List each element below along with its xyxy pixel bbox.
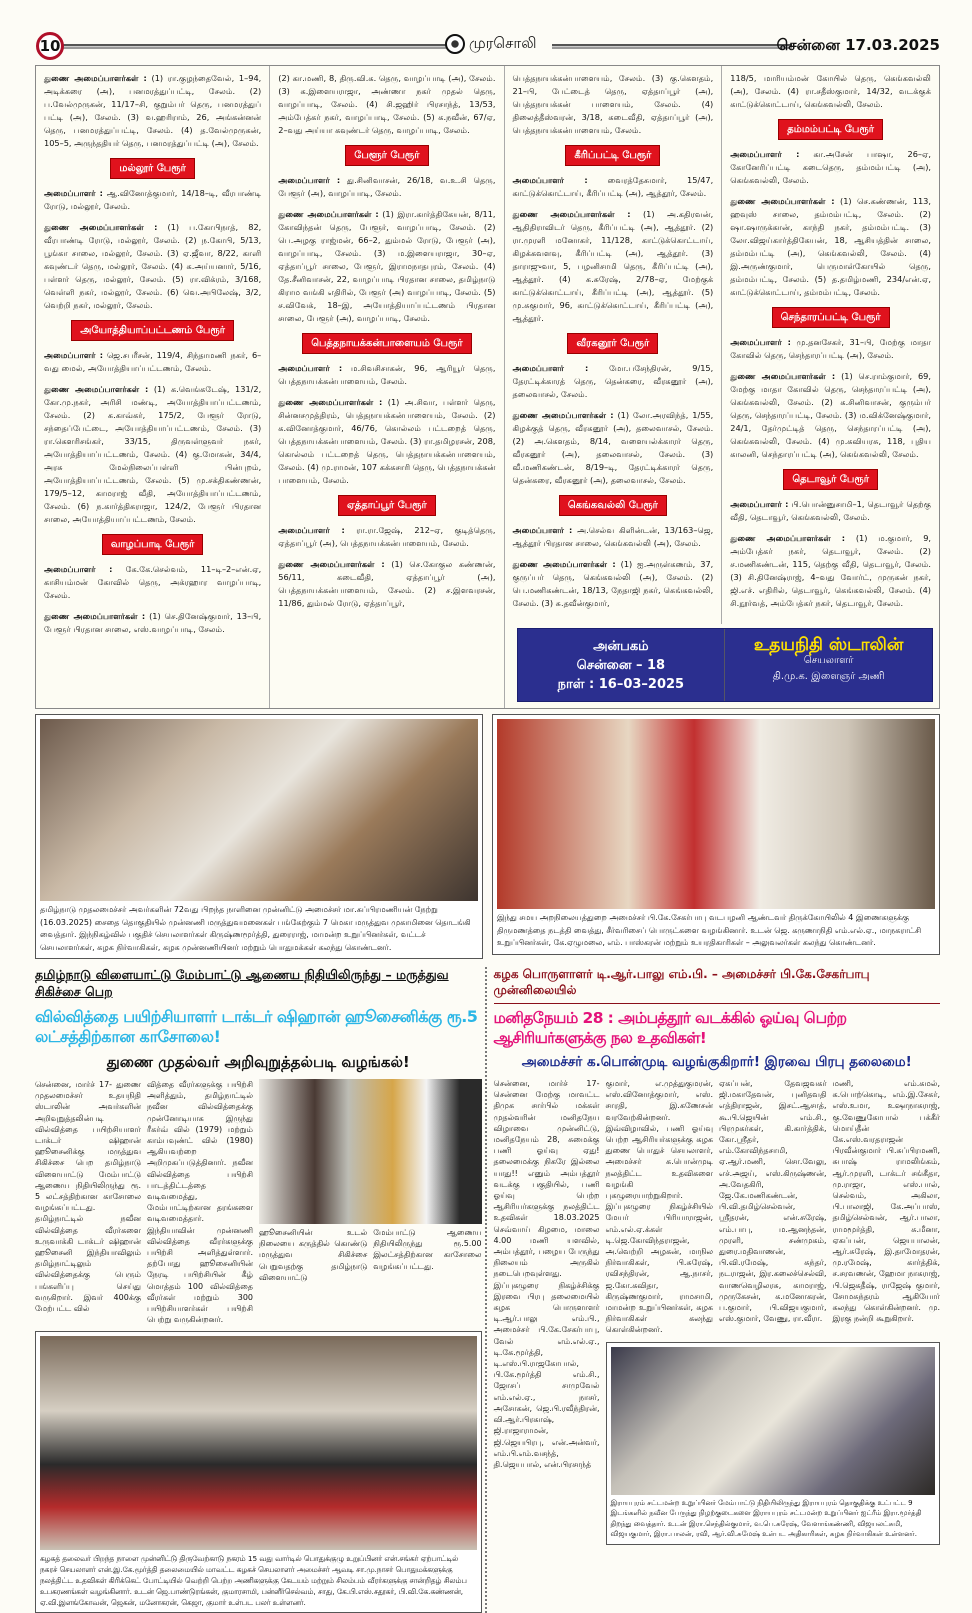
photo-caption: இந்து சமய அறநிலையத்துறை அமைச்சர் பி.கே.சேகர்பாபு வடபழனி ஆண்டவர் திருக்கோயிலில் 4 இணைகளுக்கு திருமணத்தை நடத்தி வைத்து, சீர்வரிசைப் பொருட்களை வழங்கினார். உடன் ஜெ. கருணாநிதி எம்.எல்.ஏ., மாநகராட்சி உறுப்பினர்கள், கே.ஏழுமலை, எம். பாஸ்கரன் மற்றும் உயரதிகாரிகள் – அலுவலர்கள் கலந்து கொண்டனர். xyxy=(497,913,922,947)
entry-label: துணை அமைப்பாளர்கள் : xyxy=(730,371,836,381)
entry xyxy=(278,72,495,137)
column-divider xyxy=(485,967,494,1613)
section-heading: மல்லூர் பேரூர் xyxy=(110,158,194,179)
photo-box-sports xyxy=(35,1331,482,1613)
entry xyxy=(513,409,714,487)
paper-name: முரசொலி xyxy=(469,34,537,52)
entry-text: ம.சிவசிசாகன், 96, ஆரியூர் தெரு, பெத்தநாயக்கன்பாளையம், சேலம். xyxy=(278,363,496,386)
ad-right xyxy=(725,629,932,701)
entry-text: ஆ.வினோத்குமார், 14/18–டி, வீரபாண்டி ரோடு, மல்லூர், சேலம். xyxy=(44,188,262,211)
photo-caption: மேம்பாட்டு ஆணைய நிதியிலிருந்து ரூ.5.00 இலட்சத்திற்கான காசோலை வழங்கப்பட்டது. xyxy=(373,1228,482,1271)
story-text: ஏகப்பன், தேவஜவகர் ஜி.மகாதேவன், புனிதவதி எத்திராஜன், இசட்.ஆசாத், கூ.பி.ஜெயின் எம்.சி., பிரமுகர்கள், கி.கார்த்திக், கோ.ஸ்ரீதர், எம்.கோவிந்தசாமி, ஏ.ஆர்.மணி, சொ.வேலு, எச்.அஜய், எஸ்.கிருஷ்ணன், அ.வேதகிரி, ஜே.கே.மணிகண்டன், பி.வி.தமிழ்செல்வன், ஸ்ரீதரன், என்.சுரேஷ், எம்.பாபு, ம.ஆனந்தன், முரளி, சண்முகம், துரை.மதிவாணன், பி.வி.ரமேஷ், சுந்தர், நடராஜன், இர.கலைச்செல்வி, வாணவெழிலரசு, காமராஜ், முருகேசன், க.மனோகரன், ப.குமார், பி.விஜயகுமார், எஸ்.குமார், வேணு, ரா.வீரா. xyxy=(719,1079,827,1324)
entry-label: அமைப்பாளர் : xyxy=(730,149,800,159)
page-number: 10 xyxy=(36,32,64,60)
entry xyxy=(44,349,261,375)
greeting-ad xyxy=(517,628,934,702)
story-text: மணி, எம்.கமல், க.பொற்கொடி, எம்.இ.சேகர், எஸ்.உமா, உஷாநாகராஜ், கு.வேணுகோபால் பக்கீர் மொய்தீன் கே.எஸ்.வரதராஜன் பிரவீன்குமார் பி.சுப்பிரமணி, சுபாஷ் ராமலிங்கம், ஆர்.முரளி, டாக்டர் சங்கீதா, மு.ராஜா, எஸ்.பால், செல்வம், அகிலா, பி.பாலாஜி, கே.அப்பாஸ், தமிழ்செல்வன், ஆர்.பாலா, ராமமூர்த்தி, சு.மீனா, ஏகப்பன், ஜெயபாலன், ஆர்.சுரேஷ், இ.தாமோதரன், மு.ரமேஷ், கார்த்திக், ச.சரவணன், ஹேமா நாகராஜ், பி.ஜெகதீஷ், ராஜேஷ் குமார், சோமசுந்தரம் ஆகியோர் கலந்து கொள்கின்றனர். மு. இரகு நன்றி கூறுகிறார். xyxy=(832,1079,940,1324)
story-kicker: கழக பொருளாளர் டி.ஆர்.பாலு எம்.பி. – அமைச்சர் பி.கே.சேகர்பாபு முன்னிலையில் xyxy=(494,967,941,1004)
story-photo-block xyxy=(259,1079,482,1325)
story-kicker: தமிழ்நாடு விளையாட்டு மேம்பாட்டு ஆணைய நிதியிலிருந்து – மருத்துவ சிகிச்சை பெற xyxy=(35,967,449,999)
section-heading: வாழப்பாடி பேரூர் xyxy=(102,534,204,555)
ad-name: உதயநிதி ஸ்டாலின் xyxy=(753,635,904,655)
section-heading: கெங்கவல்லி பேரூர் xyxy=(559,495,667,516)
entry xyxy=(44,187,261,213)
entry xyxy=(513,362,714,401)
entry xyxy=(730,532,931,610)
photo-caption-row xyxy=(259,1227,482,1283)
entry-text: (1) அ.கதிரவன், ஆதிதிராவிடர் தெரு, கீரிப்பட்டி (அ), ஆத்தூர். (2) ரா.முரளி மனோகர், 11/128, காட்டுக்கொட்டாய், கிழக்கவளவு, கீரிப்பட்டி (அ), ஆத்தூர். (3) தாராஜுவா, 5, பழனிசாமி தெரு, கீரிப்பட்டி (அ), ஆத்தூர். (4) க.சுரேஷ், 2/78–ஏ, மேற்குக் காட்டுக்கொட்டாய், கீரிப்பட்டி (அ), ஆத்தூர். (5) மு.சுகுமார், 96, காட்டுக்கொட்டாய், கீரிப்பட்டி (அ), ஆத்தூர். xyxy=(512,209,714,323)
entry-text: 118/5, மாரியம்மன் கோயில் தெரு, கெங்கவல்லி (அ), சேலம். (4) ரா.சதீஸ்குமார், 14/32, வடக்குக் காட்டுக்கொட்டாய், கெங்கவல்லி, சேலம். xyxy=(730,73,931,109)
photo-box-medical-camp xyxy=(35,714,483,959)
entry xyxy=(513,524,714,550)
entry-label: துணை அமைப்பாளர்கள் : xyxy=(730,196,835,206)
entry-text: (1) லோ.அரவிந்த், 1/55, கிழக்குத் தெரு, வீரகனூர் (அ), தலைவாசல், சேலம். (2) அ.கௌதம், 8/14, வளையல்க்காரர் தெரு, வீரகனூர் (அ), தலைவாசல், சேலம். (3) வீ.மணிகண்டன், 8/19–டி, தேரட்டிக்காரர் தெரு, தென்கரை, வீரகனூர் (அ), தலைவாசல், சேலம். xyxy=(512,410,714,485)
story-text: வித்தை வீரர்களுக்கு பயிற்சி அளித்தும், தமிழ்நாட்டில் நவீன வில்வித்தைக்கு முன்னோடியாக இருந்து ரீகர்வ் வில் (1979) மற்றும் காம்பவுண்ட் வில் (1980) ஆகியவற்றை அறிமுகப்படுத்தினார். நவீன வில்வித்தை பயிற்சி பாடத்திட்டத்தை வடிவமைத்து, மேம்பாட்டிற்கான தரங்களை வடிவமைத்தார். இந்தியாவின் முன்னணி வில்வித்தை வீரர்களுக்கு பயிற்சி அளித்துள்ளார். தற்போது ஹூசைனியின் நேரடி பயிற்சியின் கீழ் மொத்தம் 100 வில்வித்தை வீரர்கள் மற்றும் 300 பயிற்சியாளர்கள் பயிற்சி பெற்று வருகின்றனர். xyxy=(147,1080,253,1325)
entry-label: அமைப்பாளர் : xyxy=(512,525,573,535)
entry-text: (1) செ.ராம்குமார், 69, மேற்கு மாதா கோவில் தெரு, செந்தாரப்பட்டி (அ), கெங்கவல்லி, சேலம். (2) க.சினிவாசன், குரும்பர் தெரு, செந்தாரப்பட்டி, சேலம். (3) ம.விக்னேஷ்குமார், 24/1, தேர்முட்டித் தெரு, செந்தாரப்பட்டி (அ), கெங்கவல்லி, சேலம். (4) மு.கவியரசு, 118, புதிய காலனி, செந்தாரப்பட்டி (அ), கெங்கவல்லி, சேலம். xyxy=(730,371,931,459)
entry-label: அமைப்பாளர் : xyxy=(44,564,113,574)
ad-city: சென்னை – 18 xyxy=(576,658,666,673)
medical-camp-photo xyxy=(40,719,478,901)
entry-label: துணை அமைப்பாளர்கள் : xyxy=(512,209,631,219)
photo-caption: தமிழ்நாடு முதலமைச்சர் அவர்களின் 72வது பிறந்த நாளினை முன்னிட்டு அமைச்சர் மா.சுப்பிரமணியன் நேற்று (16.03.2025) சைதை தொகுதியில் முன்னணி மருத்துவமனைகள் பங்கேற்கும் 7 மெகா மருத்துவ முகாமினை தொடங்கி வைத்தார். இந்நிகழ்வில் பகுதிச் செயலாளர்கள் கிருஷ்ணமூர்த்தி, துரைராஜ், மாமன்ற உறுப்பினர்கள், வட்டச் செயலாளர்கள், கழக நிர்வாகிகள், கழக முன்னணியினர் மற்றும் பொதுமக்கள் கலந்து கொண்டனர். xyxy=(40,905,471,952)
entry-label: அமைப்பாளர் : xyxy=(44,188,103,198)
ad-place: அன்பகம் xyxy=(593,639,649,654)
entry xyxy=(730,336,931,362)
entry-text: பி.பொன்னுசாமி–1, தெடாவூர் தெற்கு வீதி, தெடாவூர், கெங்கவல்லி, சேலம். xyxy=(730,499,931,522)
entry-label: துணை அமைப்பாளர்கள் : xyxy=(44,384,149,394)
entry-label: அமைப்பாளர் : xyxy=(512,363,589,373)
entry xyxy=(278,174,495,200)
photo-box-bus-shelter xyxy=(606,1342,941,1545)
entry-text: ரா.ரா.ஜேஷ், 212–ஏ, குடித்தெரு, ஏத்தாப்பூர் (அ), பெத்தநாயக்கன்பாளையம், சேலம். xyxy=(278,525,496,548)
column-4 xyxy=(722,66,939,624)
entry-label: துணை அமைப்பாளர்கள் : xyxy=(278,397,383,407)
entry-label: துணை அமைப்பாளர்கள் : xyxy=(730,533,846,543)
story-headline: வில்வித்தை பயிற்சியாளர் டாக்டர் ஷிஹான் ஹூசைனிக்கு ரூ.5 லட்சத்திற்கான காசோலை! xyxy=(35,1007,478,1046)
office-bearers-list xyxy=(35,65,940,709)
photo-caption: ஹூசைனியின் உடல் நிலையை கருத்தில் கொண்டு மருத்துவ சிகிச்சை பெறுவதற்கு தமிழ்நாடு விளையாட்டு xyxy=(259,1228,368,1282)
right-story xyxy=(494,967,941,1613)
column-1 xyxy=(36,66,270,708)
entry-label: அமைப்பாளர் : xyxy=(44,350,104,360)
entry-text: ஜெ.சபரீசன், 119/4, சிந்தாமணி நகர், 6–வது மைல், அயோத்தியாப்பட்டணம், சேலம். xyxy=(44,350,262,373)
entry-label: அமைப்பாளர் : xyxy=(278,363,343,373)
entry-text: (1) ரா.குழந்தைவேல், 1–94, அடிக்கரை (அ), பனமரத்துப்பட்டி, சேலம். (2) ப.வேல்முருகன், 11/17–சி, குறும்பர் தெரு, பனமரத்துப் பட்டி (அ), சேலம். (3) வ.ஹரிராம், 26, அங்கன்னன் தெரு, பனமரத்துப்பட்டி, சேலம். (4) த.வேல்முருகன், 105–5, அருந்ததியர் தெரு, பனமரத்துப்பட்டி (அ), சேலம். xyxy=(44,73,262,148)
right-columns xyxy=(505,66,940,624)
bus-shelter-photo xyxy=(611,1347,936,1495)
entry-label: துணை அமைப்பாளர்கள் : xyxy=(44,222,158,232)
story-subhead: அமைச்சர் க.பொன்முடி வழங்குகிறார்! இரவை பிரபு தலைமை! xyxy=(521,1054,912,1070)
entry-text: (1) செ.கோகுல கண்ணன், 56/11, கடைவீதி, ஏத்தாப்பூர் (அ), பெத்தநாயக்கன்பாளையம், சேலம். (2) ச.இளவரசன், 11/86, தும்மல் ரோடு, ஏத்தாப்பூர், xyxy=(278,559,496,608)
story-body xyxy=(35,1079,482,1325)
entry-text: (2) கா.மணி, 8, திரு.வி.க. தெரு, வாழப்பாடி (அ), சேலம். (3) க.இளையராஜா, அண்ணா நகர் முதல் தெரு, வாழப்பாடி, சேலம். (4) சி.ஜஹிர் பிரசாந்த், 13/53, அம்பேத்கர் நகர், வாழப்பாடி, சேலம். (5) க.நவீன், 67/ஏ, 2–வது அய்யா கவுண்டர் தெரு, வாழப்பாடி, சேலம். xyxy=(278,73,496,135)
story-text: குமார், எ.முத்துகுமரன், எஸ்.வினோத்குமார், எஸ். சாரதி, இ.கணேசன் வரவேற்கின்றனர். இவ்விழாவில், பணி ஓய்வு பெற்ற ஆசிரியர்களுக்கு கழக துணை பொதுச் செயலாளர், அமைச்சர் க.பொன்முடி நலத்திட்ட உதவிகளை வழங்கி புகழுரையாற்றுகிறார். இப்புகழுரை நிகழ்ச்சியில் மேயர் பிரியாராஜன், எம்.எல்.ஏ.க்கள் டி.ஜெ.கோவிந்தராஜன், அ.வெற்றி அழகன், மாநில நிர்வாகிகள், பி.சுரேஷ், ரவிசந்திரன், ஆ.நாசர், ஜ.கோ.கவிதா, கிருஷ்ணகுமார், ராமசாமி, மாமன்ற உறுப்பினர்கள், கழக நிர்வாகிகள் கலந்து கொள்கின்றனர். xyxy=(605,1079,713,1335)
section-heading: பெத்தநாயக்கன்பாளையம் பேரூர் xyxy=(302,333,471,354)
ad-role: செயலாளர் xyxy=(803,655,854,666)
wedding-photo xyxy=(497,719,935,909)
entry xyxy=(513,72,714,137)
entry-label: துணை அமைப்பாளர்கள் : xyxy=(512,410,614,420)
section-heading: அயோத்தியாப்பட்டணம் பேரூர் xyxy=(71,320,234,341)
story-text: சென்னை, மார்ச் 17- சென்னை மேற்கு மாவட்ட திமுக சார்பில் மக்கள் முதல்வரின் மனிதநேய விழாவை முன்னிட்டு, மனிதநேயம் 28, சுமைக்கு பணி ஓய்வு ஏது! தலைமைக்கு நிகரே இல்லை யாது!! எனும் அம்பத்தூர் வடக்கு பகுதியில், பணி ஓய்வு பெற்ற ஆசிரியர்களுக்கு நலத்திட்ட உதவிகள் 18.03.2025 செவ்வாய் கிழமை, மாலை 4.00 மணி யளவில், அம்பத்தூர், பழைய பேருந்து நிலையம் அருகில் நடைபெறவுள்ளது. இப்புகழுரை நிகழ்ச்சிக்கு இரவை பிரபு தலைமையில் கழக பொருளாளர் டி.ஆர்.பாலு எம்.பி., அமைச்சர் பி.கே.சேகர்பாபு, வேல் எம்.எல்.ஏ., டி.கே.மூர்த்தி, டி.எஸ்.பி.ராஜகோபால், பி.கே.மூர்த்தி எம்.சி., ஜோசப் சாமுவேல் எம்.எல்.ஏ., நாசர், அசோகன், ஜெ.பி.ரவீந்திரன், வி.ஆர்.பிரகாஷ், ஜி.ராஜாராமன், ஜி.ஜெயபிரபு, என்.அன்வர், எம்.பி.எம்.வசந்த், தி.ஜெயபால், என்.பிரசாந்த் xyxy=(493,1079,600,1469)
entry-label: துணை அமைப்பாளர்கள் : xyxy=(278,559,385,569)
entry-label: அமைப்பாளர் : xyxy=(278,175,341,185)
column-2 xyxy=(270,66,504,708)
entry-text: (1) ம.குமார், 9, அம்பேத்கர் நகர், தெடாவூர், சேலம். (2) ச.மணிகண்டன், 115, தெற்கு வீதி, தெடாவூர், சேலம். (3) சி.தினேஷ்ராஜ், 4–வது வோர்ட், முருகன் நகர், ஜி.எச். எதிரில், தெடாவூர், கெங்கவல்லி, சேலம். (4) சி.நூர்வத், அம்பேத்கர் நகர், தெடாவூர், சேலம். xyxy=(730,533,932,608)
entry-label: அமைப்பாளர் : xyxy=(278,525,345,535)
entry-text: கே.கே.செல்வம், 11–டி–2–என்.ஏ, காசியம்மன் கோவில் தெரு, அக்ரஹார வாழப்பாடி, சேலம். xyxy=(44,564,262,600)
entry-label: துணை அமைப்பாளர்கள் : xyxy=(44,611,146,621)
entry-text: வைரத்தேசுமார், 15/47, காட்டுக்கொட்டாய், கீரிப்பட்டி (அ), ஆத்தூர், சேலம். xyxy=(512,175,714,198)
lower-section xyxy=(35,967,940,1613)
entry xyxy=(44,72,261,150)
entry-label: அமைப்பாளர் : xyxy=(730,499,789,509)
entry xyxy=(278,524,495,550)
ad-date: நாள் : 16–03–2025 xyxy=(557,677,685,692)
entry-text: மோ.பசேந்திரன், 9/15, தேரட்டிக்காரத் தெரு, தென்கரை, வீரகனூர் (அ), தலைவாசல், சேலம். xyxy=(512,363,714,399)
entry-text: மு.தனசேகர், 31–பி, மேற்கு மாதா கோவில் தெரு, செந்தாரப்பட்டி (அ), சேலம். xyxy=(730,337,931,360)
entry-label: அமைப்பாளர் : xyxy=(512,175,588,185)
entry-text: அ.செல்வ கிளின்டன், 13/163–ஜெ, ஆத்தூர் பிரதான சாலை, கெங்கவல்லி (அ), சேலம். xyxy=(512,525,714,548)
entry xyxy=(278,558,495,610)
entry-label: துணை அமைப்பாளர்கள் : xyxy=(278,209,379,219)
section-heading: கீரிப்பட்டி பேரூர் xyxy=(565,145,660,166)
page-body xyxy=(35,0,940,1613)
entry xyxy=(44,383,261,526)
section-heading: செந்தாரப்பட்டி பேரூர் xyxy=(772,307,890,328)
column-3 xyxy=(505,66,723,624)
entry xyxy=(278,362,495,388)
entry xyxy=(513,558,714,610)
entry-text: (1) செ.தினேஷ்குமார், 13–பி, பேளூர் பிரதான சாலை, எஸ்.வாழப்பாடி, சேலம். xyxy=(44,611,262,634)
sports-event-photo xyxy=(40,1336,477,1550)
photo-caption: இராயபுரம் சட்டமன்ற உறுப்பினர் மேம்பாட்டு நிதியிலிருந்து இராயபுரம் தொகுதிக்கு உட்பட்ட 9 இடங்களில் நவீன பேருந்து நிழற்குடைகளை இராயபுரம் சட்டமன்ற உறுப்பினர் ஐட்ரீம் இரா.மூர்த்தி திறந்து வைத்தார். உடன் இரா.செந்தில்குமார், வ.பெ.சுரேஷ், வேளாங்கண்ணி, விஜயலட்சுமி, விஜயகுமார், இரா.பாலன், ரவி, ஆர்.வி.சுமேஷ் உள்பட அதிகாரிகள், கழக நிர்வாகிகள் உள்ளனர். xyxy=(610,1498,922,1539)
husaini-photo xyxy=(259,1079,482,1224)
entry-label: துணை அமைப்பாளர்கள் : xyxy=(512,559,616,569)
ad-org: தி.மு.க. இளைஞர் அணி xyxy=(772,671,885,682)
story-right-block xyxy=(606,1078,941,1545)
photo-box-wedding xyxy=(492,714,940,955)
story-body xyxy=(494,1078,941,1545)
entry xyxy=(44,563,261,602)
photo-caption: கழகத் தலைவர் பிறந்த நாளை முன்னிட்டு திருவேற்காடு நகரம் 15 வது வார்டில் பொதுக்குழு உறுப்பினர் என்.சங்கர் ஏற்பாட்டில் நகரச் செயலாளர் என்.இ.கே.மூர்த்தி தலைமையில் மாவட்ட கழகச் செயலாளர் அமைச்சர் ஆவடி சா.மு.நாசர் பொதுமக்களுக்கு நலத்திட்ட உதவிகள் கிரிக்கெட் போட்டியில் வெற்றி பெற்ற அணிகளுக்கு கேடயம் மற்றும் சிலம்பம் வீரர்களுக்கு சான்றிதழ் சிலம்ப உபகரணங்கள் வழங்கினார். உடன் ஜெ.பாண்டுரங்கன், குமாரசாமி, பன்னீர்செல்வம், சாது, கே.பி.எஸ்.சதூகர், பி.வி.கே.கண்ணன், ஏ.வி.இளங்கோவன், ஜெகன், மனோகரன், கெஜா, குமார் உள்பட பலர் உள்ளனர். xyxy=(40,1554,467,1608)
section-heading: ஏத்தாப்பூர் பேரூர் xyxy=(338,495,436,516)
section-heading: தெடாவூர் பேரூர் xyxy=(783,469,878,490)
entry xyxy=(730,72,931,111)
entry-text: (1) க.வெங்கடேஷ், 131/2, கோ.மு.நகர், அரிசி மண்டி, அயோத்தியாப்பட்டணம், சேலம். (2) க.காவ்கர், 175/2, பேளூர் ரோடு, சந்தைப்பேட்டை, அயோத்தியாப்பட்டணம், சேலம். (3) ரா.கௌரிசங்கர், 33/15, திருவள்ளுவர் நகர், அயோத்தியாப்பட்டணம், சேலம். (4) கு.மோகன், 34/4, அரசு மேல்நிலைப்பள்ளி பின்புறம், அயோத்தியாப்பட்டணம், சேலம். (5) மு.சக்திகண்ணன், 179/5–12, காமராஜ் வீதி, அயோத்தியாப்பட்டணம், சேலம். (6) ந.கார்த்திகராஜா, 124/2, பேளூர் பிரதான சாலை, அயோத்தியாப்பட்டணம், சேலம். xyxy=(44,384,262,524)
section-heading: பேளூர் பேரூர் xyxy=(345,145,428,166)
story-columns xyxy=(606,1078,941,1336)
entry xyxy=(44,221,261,312)
entry-text: (1) இரா.கார்த்திகேயன், 8/11, கோவிந்தன் தெரு, பேளூர், வாழப்பாடி, சேலம். (2) பெ.அழகு ராஜ்மன், 66–2, தும்மல் ரோடு, பேளூர் (அ), வாழப்பாடி, சேலம். (3) ம.இளையராஜா, 30–ஏ, ஏத்தாப்பூர் சாலை, பேளூர், இராமநாதபுரம், சேலம். (4) தே.சீனிவாசன், 22, வாழப்பாடி பிரதான சாலை, தமிழ்நாடு கிராம வங்கி எதிரில், பேளூர் (அ) வாழப்பாடி, சேலம். (5) ச.விவேக், 18–இ, அயோத்தியாப்பட்டணம் பிரதான சாலை, பேளூர் (அ), வாழப்பாடி, சேலம். xyxy=(278,209,496,323)
entry-text: து.சினிவாசன், 26/18, வ.உ.சி தெரு, பேளூர் (அ), வாழப்பாடி, சேலம். xyxy=(278,175,496,198)
entry xyxy=(730,370,931,461)
entry xyxy=(513,208,714,325)
photo-row xyxy=(35,714,940,959)
story-headline: மனிதநேயம் 28 : அம்பத்தூர் வடக்கில் ஓய்வு பெற்ற ஆசிரியர்களுக்கு நல உதவிகள்! xyxy=(493,1009,847,1047)
story-text: சென்னை, மார்ச் 17- துணை முதலமைச்சர் உதயநிதி ஸ்டாலின் அவர்களின் அறிவுறுத்தலின்படி வில்வித்தை பயிற்சியாளர் டாக்டர் ஷிஹான் ஹூசைனிக்கு மருத்துவ சிகிச்சை பெற தமிழ்நாடு விளையாட்டு மேம்பாட்டு ஆணைய நிதியிலிருந்து ரூ. 5 லட்சத்திற்கான காசோலை வழங்கப்பட்டது. தமிழ்நாட்டில் நவீன வில்வித்தை வீரர்களை உருவாக்கி டாக்டர் ஷிஹான் ஹூசைனி இந்தியாவிலும் தமிழ்நாட்டிலும் வில்வித்தைக்கு பெரும் பங்களிப்பு செய்து வருகிறார். இவர் 400க்கு மேற்பட்ட வில் xyxy=(35,1080,141,1314)
left-story xyxy=(35,967,482,1613)
right-column-group xyxy=(505,66,940,708)
edition-date: சென்னை 17.03.2025 xyxy=(776,36,940,54)
entry xyxy=(730,148,931,187)
story-subhead: துணை முதல்வர் அறிவுறுத்தல்படி வழங்கல்! xyxy=(106,1053,410,1071)
section-heading: தம்மம்பட்டி பேரூர் xyxy=(778,119,883,140)
entry-label: அமைப்பாளர் : xyxy=(730,337,791,347)
entry-text: (1) செ.கண்ணன், 113, ஹவுஸ் சாலை, தம்மம்பட்டி, சேலம். (2) ஷா.ஷாருக்கான், காந்தி நகர், தம்மம்பட்டி. (3) லோ.விஜய்கார்த்திகேயன், 18, ஆசியத்தின் சாலை, தம்மம்பட்டி (அ), கெங்கவல்லி, சேலம். (4) இ.அருண்குமார், பெருமாள்கோயில் தெரு, தம்மம்பட்டி, சேலம். (5) த.தமிழ்மணி, 234/என்.ஏ, காட்டுக்கொட்டாய், தம்மம்பட்டி, சேலம். xyxy=(730,196,931,297)
entry xyxy=(44,610,261,636)
entry xyxy=(730,195,931,299)
section-heading: வீரகனூர் பேரூர் xyxy=(567,333,658,354)
entry xyxy=(513,174,714,200)
ad-left xyxy=(518,629,726,701)
entry-text: பெத்தநாயக்கன்பாளையம், சேலம். (3) கு.கௌதம், 21–பி, பேட்டைத் தெரு, ஏத்தாப்பூர் (அ), பெத்தநாயக்கன் பாளையம், சேலம். (4) திலைத்தீஸ்வரன், 3/18, கடைவீதி, ஏத்தாப்பூர் (அ), பெத்தநாயக்கன்பாளையம், சேலம். xyxy=(512,73,714,135)
entry-label: துணை அமைப்பாளர்கள் : xyxy=(44,73,147,83)
entry-text: (1) ப.கோபிநாத், 82, வீரபாண்டி ரோடு, மல்லூர், சேலம். (2) ந.கோபி, 5/13, பூங்கா சாலை, மல்லூர், சேலம். (3) ஏ.ஜீவா, 8/22, காளி கவுண்டர் தெரு, மல்லூர், சேலம். (4) க.அய்யனார், 5/16, பள்ளர் தெரு, மல்லூர், சேலம். (5) ரா.விக்ரம், 3/168, வெள்ளி நகர், மல்லூர், சேலம். (6) வெ.அபிலேஷ், 3/2, வெற்றி நகர், மல்லூர், சேலம். xyxy=(44,222,262,310)
entry xyxy=(730,498,931,524)
entry-text: (1) அ.சிவா, பள்ளர் தெரு, சின்னசமுத்திரம், பெத்தநாயக்கன்பாளையம், சேலம். (2) க.வினோத்குமார், 46/76, கொல்லம் பட்டறைத் தெரு, பெத்தநாயக்கன்பாளையம், சேலம். (3) ரா.தமிழரசன், 208, கொல்லம் பட்டறைத் தெரு, பெத்தநாயக்கன்பாளையம், சேலம். (4) மு.ராமன், 107 கக்கசாரி தெரு, பெத்தநாயக்கன் பாளையம், சேலம். xyxy=(278,397,496,485)
entry xyxy=(278,208,495,325)
entry xyxy=(278,396,495,487)
entry-text: கா.அசேன் பாஷா, 26–ஏ, கோனேரிப்பட்டி கடைதெரு, தம்மம்பட்டி (அ), கெங்கவல்லி, சேலம். xyxy=(730,149,931,185)
entry-text: (1) ஐ.அருள்கணம், 37, குருப்பர் தெரு, கெங்கவல்லி (அ), சேலம். (2) பெ.மணிகண்டன், 18/13, நேதாஜி நகர், கெங்கவல்லி, சேலம். (3) சு.தவீன்குமார், xyxy=(512,559,714,608)
